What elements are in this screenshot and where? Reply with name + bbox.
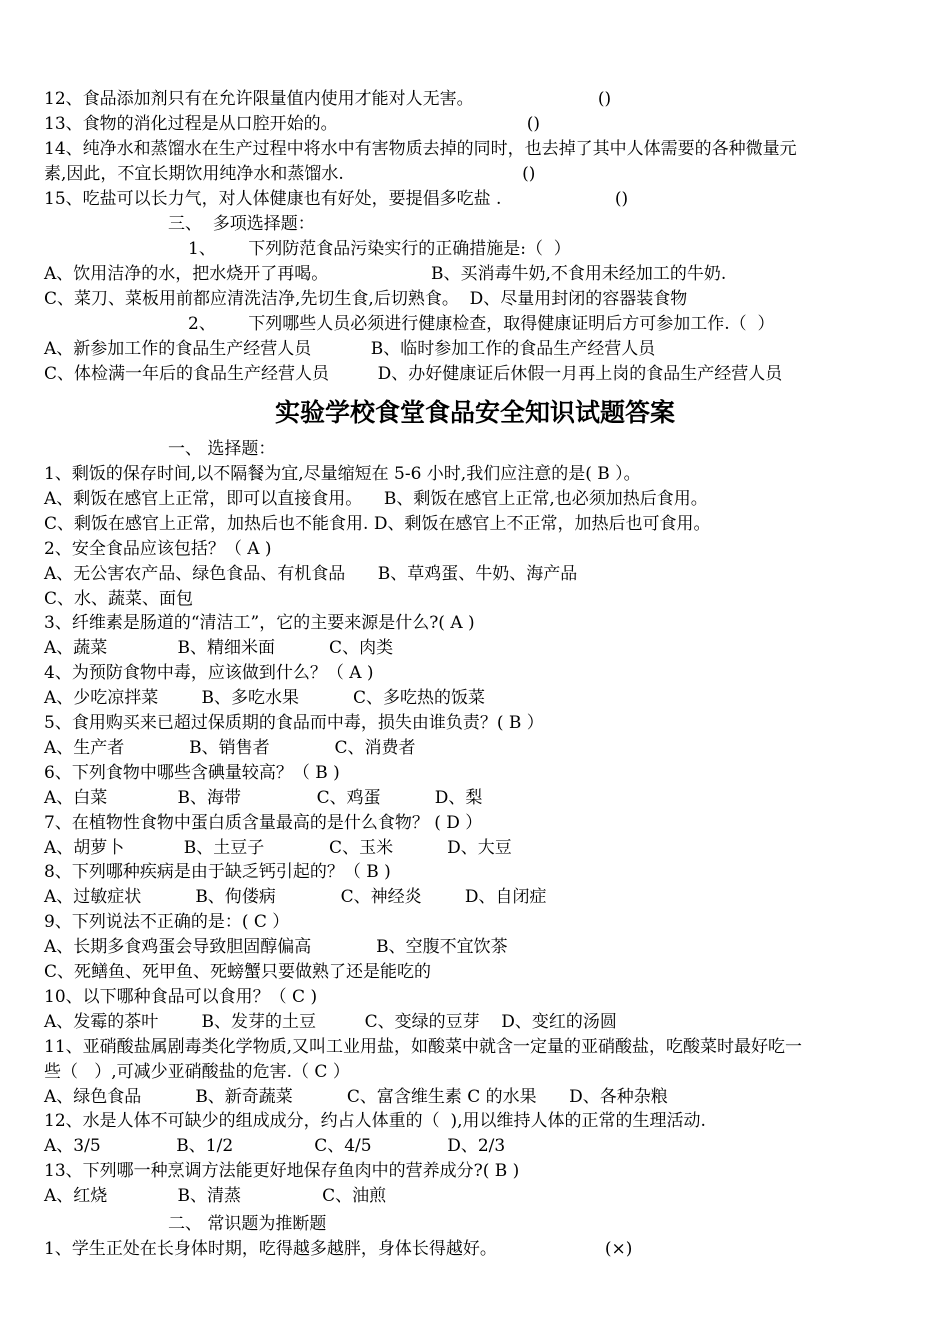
option-line: A、饮用洁净的水，把水烧开了再喝。 B、买消毒牛奶,不食用未经加工的牛奶. [44, 264, 727, 284]
answer-title: 实验学校食堂食品安全知识试题答案 [274, 398, 675, 427]
section-heading: 二、 常识题为推断题 [168, 1214, 327, 1234]
text-line: 15、吃盐可以长力气，对人体健康也有好处，要提倡多吃盐 . () [44, 189, 629, 209]
answer-line: 6、下列食物中哪些含碘量较高？（ B ) [44, 762, 340, 783]
answer-line: 12、水是人体不可缺少的组成成分，约占人体重的（ ),用以维持人体的正常的生理活动. [44, 1111, 706, 1132]
answer-line: 13、下列哪一种烹调方法能更好地保存鱼肉中的营养成分?( B ) [44, 1161, 520, 1182]
option-line: C、菜刀、菜板用前都应清洗洁净,先切生食,后切熟食。 D、尽量用封闭的容器装食物 [44, 289, 688, 309]
text-line: 素,因此，不宜长期饮用纯净水和蒸馏水. () [44, 164, 536, 184]
answer-line: A、胡萝卜 B、土豆子 C、玉米 D、大豆 [44, 837, 512, 858]
answer-line: A、发霉的茶叶 B、发芽的土豆 C、变绿的豆芽 D、变红的汤圆 [44, 1011, 617, 1032]
option-line: A、新参加工作的食品生产经营人员 B、临时参加工作的食品生产经营人员 [44, 339, 656, 359]
question-stem: 1、 下列防范食品污染实行的正确措施是:（ ） [188, 239, 571, 259]
answer-line: 7、在植物性食物中蛋白质含量最高的是什么食物？ ( D ） [44, 812, 483, 833]
answer-line: A、3/5 B、1/2 C、4/5 D、2/3 [44, 1136, 506, 1157]
answer-line: A、剩饭在感官上正常，即可以直接食用。 B、剩饭在感官上正常,也必须加热后食用。 [44, 488, 708, 509]
answer-line: A、长期多食鸡蛋会导致胆固醇偏高 B、空腹不宜饮茶 [44, 937, 508, 958]
answer-line: 5、食用购买来已超过保质期的食品而中毒，损失由谁负责？( B ） [44, 713, 544, 733]
answer-line: C、剩饭在感官上正常，加热后也不能食用. D、剩饭在感官上不正常，加热后也可食用。 [44, 513, 711, 534]
answer-line: C、水、蔬菜、面包 [44, 588, 194, 609]
section-heading: 三、 多项选择题： [168, 214, 315, 234]
answer-line: 8、下列哪种疾病是由于缺乏钙引起的？（ B ) [44, 862, 391, 883]
option-line: C、体检满一年后的食品生产经营人员 D、办好健康证后休假一月再上岗的食品生产经营人员 [44, 364, 783, 384]
question-stem: 2、 下列哪些人员必须进行健康检查，取得健康证明后方可参加工作.（ ） [188, 314, 775, 334]
answer-line: 些（ ）,可减少亚硝酸盐的危害.（ C ） [44, 1061, 350, 1082]
text-line: 14、纯净水和蒸馏水在生产过程中将水中有害物质去掉的同时，也去掉了其中人体需要的各种微量元 [44, 139, 797, 159]
section-heading: 一、 选择题： [168, 439, 276, 459]
answer-line: A、蔬菜 B、精细米面 C、肉类 [44, 638, 394, 659]
answer-line: A、生产者 B、销售者 C、消费者 [44, 737, 416, 758]
answer-line: A、红烧 B、清蒸 C、油煎 [44, 1186, 387, 1207]
text-line: 13、食物的消化过程是从口腔开始的。 () [44, 114, 541, 134]
answer-line: 1、剩饭的保存时间,以不隔餐为宜,尽量缩短在 5-6 小时,我们应注意的是( B ）。 [44, 464, 641, 484]
answer-line: 10、以下哪种食品可以食用？（ C ) [44, 986, 318, 1007]
answer-line: 4、为预防食物中毒，应该做到什么？（ A ) [44, 663, 374, 684]
text-line: 12、食品添加剂只有在允许限量值内使用才能对人无害。 () [44, 89, 612, 109]
answer-line: 3、纤维素是肠道的“清洁工”，它的主要来源是什么?( A ) [44, 613, 475, 634]
answer-line: 9、下列说法不正确的是：( C ） [44, 912, 290, 933]
text-line: 1、学生正处在长身体时期，吃得越多越胖，身体长得越好。 (×) [44, 1239, 633, 1259]
answer-line: A、过敏症状 B、佝偻病 C、神经炎 D、自闭症 [44, 887, 547, 908]
answer-line: A、绿色食品 B、新奇蔬菜 C、富含维生素 C 的水果 D、各种杂粮 [44, 1086, 668, 1107]
answer-line: C、死鳝鱼、死甲鱼、死螃蟹只要做熟了还是能吃的 [44, 962, 432, 982]
answer-line: 11、亚硝酸盐属剧毒类化学物质,又叫工业用盐，如酸菜中就含一定量的亚硝酸盐，吃酸菜时最好吃一 [44, 1036, 803, 1057]
answer-line: A、白菜 B、海带 C、鸡蛋 D、梨 [44, 787, 483, 808]
answer-line: 2、安全食品应该包括？（ A ) [44, 538, 272, 559]
answer-line: A、少吃凉拌菜 B、多吃水果 C、多吃热的饭菜 [44, 688, 486, 709]
answer-line: A、无公害农产品、绿色食品、有机食品 B、草鸡蛋、牛奶、海产品 [44, 563, 578, 584]
